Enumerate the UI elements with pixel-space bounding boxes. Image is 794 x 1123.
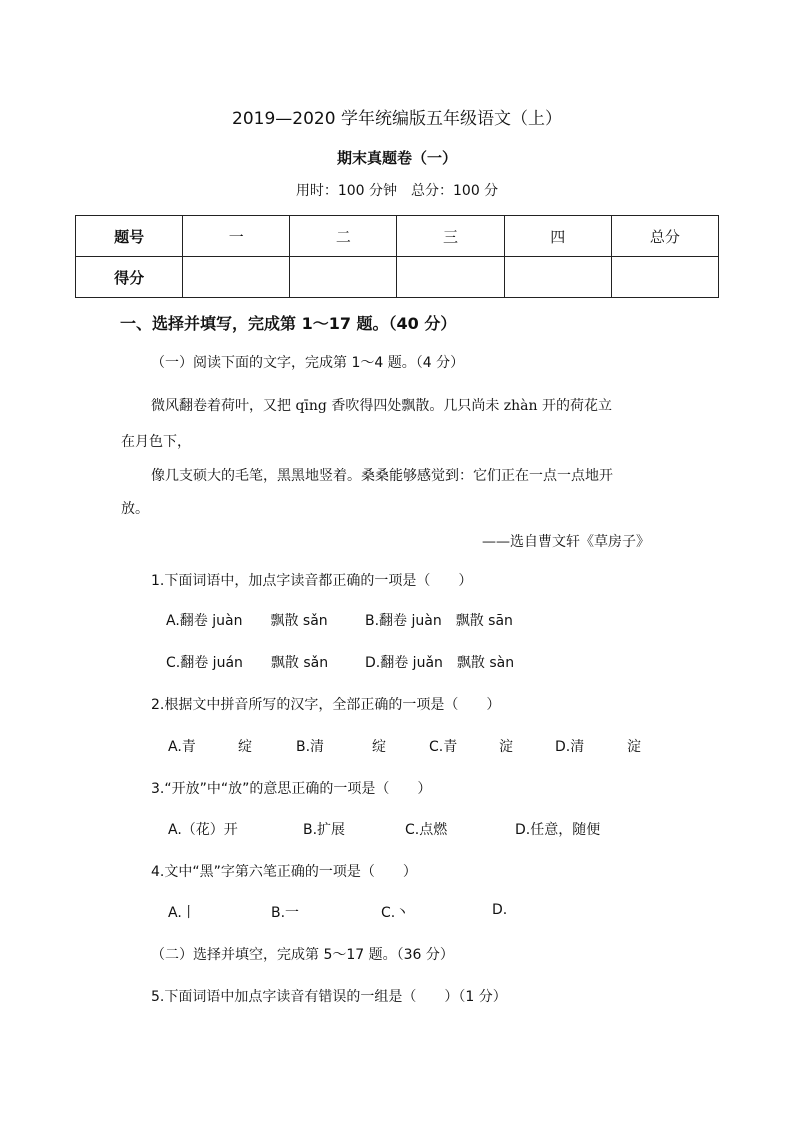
passage-line: 在月色下， (121, 434, 191, 450)
option: 淀 (627, 739, 641, 755)
option: A.（花）开 (168, 822, 238, 838)
passage-line: 像几支硕大的毛笔，黑黑地竖着。桑桑能够感觉到：它们正在一点一点地开 (151, 468, 613, 484)
option: B.清 (296, 739, 325, 755)
part-heading: （一）阅读下面的文字，完成第 1～4 题。（4 分） (151, 355, 465, 371)
table-cell: 总分 (611, 216, 718, 257)
option: A.翻卷 juàn 飘散 sǎn (166, 613, 328, 629)
table-cell: 得分 (76, 257, 183, 298)
option: B.一 (271, 905, 300, 921)
score-cell (290, 257, 397, 298)
score-cell (611, 257, 718, 298)
question-stem: 1.下面词语中，加点字读音都正确的一项是（ ） (151, 573, 473, 589)
option: C.点燃 (405, 822, 448, 838)
part-heading: （二）选择并填空，完成第 5～17 题。（36 分） (151, 947, 454, 963)
table-cell: 三 (397, 216, 504, 257)
question-stem: 3.“开放”中“放”的意思正确的一项是（ ） (151, 781, 432, 797)
question-stem: 5.下面词语中加点字读音有错误的一组是（ ）（1 分） (151, 989, 507, 1005)
question-stem: 2.根据文中拼音所写的汉字，全部正确的一项是（ ） (151, 697, 501, 713)
exam-meta: 用时：100 分钟 总分：100 分 (295, 183, 499, 199)
option: D. (492, 902, 508, 918)
option: B.扩展 (303, 822, 346, 838)
score-cell (397, 257, 504, 298)
score-table (75, 215, 719, 298)
passage-source: ——选自曹文轩《草房子》 (482, 534, 650, 550)
option: D.清 (555, 739, 585, 755)
table-row (76, 216, 719, 257)
page-title: 2019—2020 学年统编版五年级语文（上） (232, 109, 562, 129)
passage-line: 放。 (121, 501, 149, 517)
score-cell (504, 257, 611, 298)
table-cell: 题号 (76, 216, 183, 257)
option: A.青 (168, 739, 196, 755)
option: C.青 (429, 739, 458, 755)
option: D.任意，随便 (515, 822, 601, 838)
table-cell: 二 (290, 216, 397, 257)
score-cell (183, 257, 290, 298)
option: B.翻卷 juàn 飘散 sān (365, 613, 513, 629)
option: 淀 (499, 739, 513, 755)
section-heading: 一、选择并填写，完成第 1～17 题。（40 分） (120, 314, 457, 333)
option: C.翻卷 juán 飘散 sǎn (166, 655, 329, 671)
table-row (76, 257, 719, 298)
question-stem: 4.文中“黑”字第六笔正确的一项是（ ） (151, 864, 417, 880)
option: 绽 (238, 739, 252, 755)
passage-line: 微风翻卷着荷叶，又把 qīng 香吹得四处飘散。几只尚未 zhàn 开的荷花立 (151, 398, 612, 414)
table-cell: 一 (183, 216, 290, 257)
page-subtitle: 期末真题卷（一） (336, 149, 457, 167)
table-cell: 四 (504, 216, 611, 257)
option: 绽 (372, 739, 386, 755)
option: C.丶 (381, 905, 410, 921)
option: D.翻卷 juǎn 飘散 sàn (365, 655, 515, 671)
option: A.丨 (168, 905, 196, 921)
